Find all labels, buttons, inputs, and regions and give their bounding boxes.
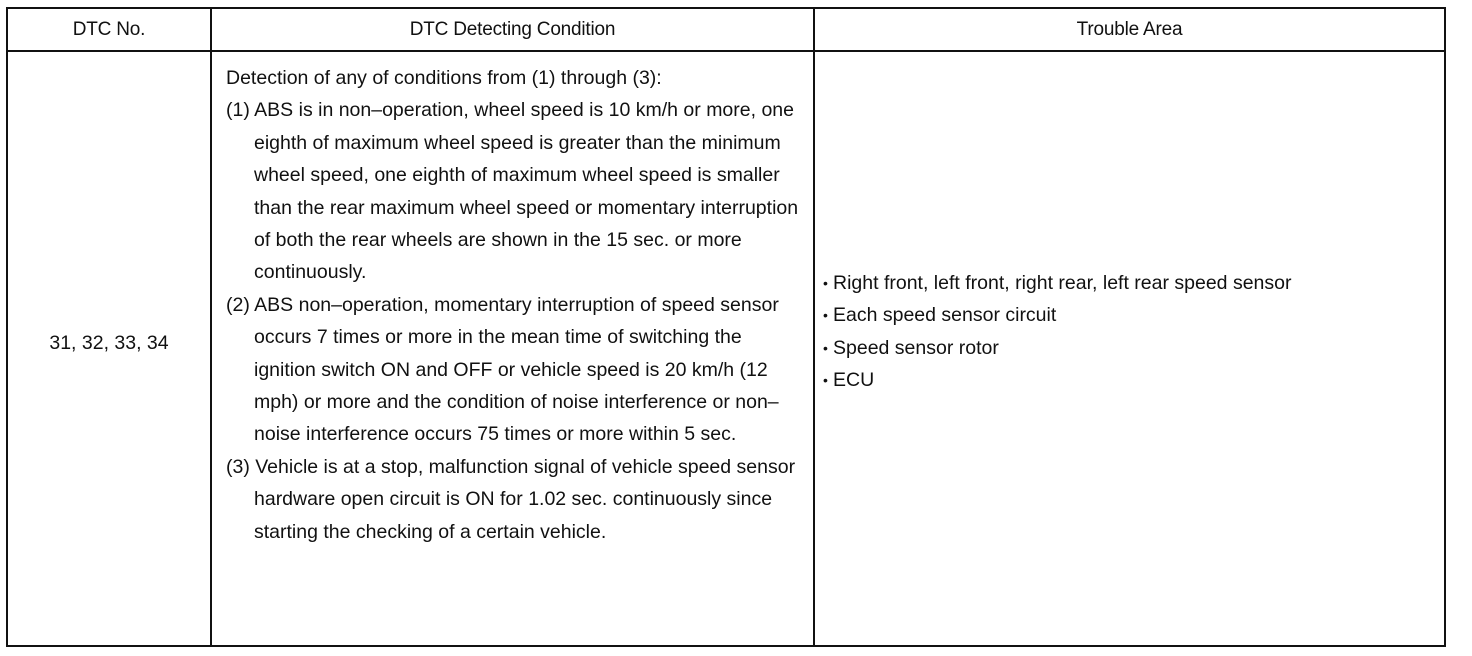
trouble-area-item [823, 364, 1438, 396]
header-trouble-area: Trouble Area [815, 9, 1444, 52]
trouble-area-list [823, 267, 1438, 397]
bullet-icon: • [823, 274, 828, 291]
trouble-area-item [823, 299, 1438, 331]
bullet-icon: • [823, 339, 828, 356]
condition-item-1: (1) ABS is in non–operation, wheel speed is 10 km/h or more, one eighth of maximum wheel speed is greater than the minimum wheel speed, one eighth of maximum wheel speed is smaller than the rear maximum wheel speed or momentary interruption of both the rear wheels are shown in the 15 sec. or more continuously. [226, 99, 799, 284]
bullet-icon: • [823, 371, 828, 388]
dtc-numbers: 31, 32, 33, 34 [49, 332, 169, 355]
condition-item-3: (3) Vehicle is at a stop, malfunction signal of vehicle speed sensor hardware open circuit is ON for 1.02 sec. continuously since starting the checking of a certain vehicle. [226, 455, 796, 543]
cell-dtc-numbers [8, 52, 212, 645]
trouble-area-text: Speed sensor rotor [833, 336, 999, 359]
trouble-area-text: ECU [833, 368, 875, 391]
cell-trouble-area [815, 52, 1444, 645]
trouble-area-item [823, 267, 1438, 299]
header-detecting-condition: DTC Detecting Condition [212, 9, 815, 52]
bullet-icon: • [823, 307, 828, 324]
header-dtc-no: DTC No. [8, 9, 212, 52]
condition-item-2: (2) ABS non–operation, momentary interruption of speed sensor occurs 7 times or more in the mean time of switching the ignition switch ON and OFF or vehicle speed is 20 km/h (12 mph) or more and the condition of noise interference or non–noise interference occurs 75 times or more within 5 sec. [226, 293, 779, 446]
dtc-table [6, 7, 1446, 647]
trouble-area-item [823, 332, 1438, 364]
condition-intro: Detection of any of conditions from (1) through (3): [226, 67, 662, 89]
trouble-area-text: Each speed sensor circuit [833, 304, 1057, 327]
cell-detecting-condition [212, 52, 815, 645]
trouble-area-text: Right front, left front, right rear, left rear speed sensor [833, 271, 1292, 294]
